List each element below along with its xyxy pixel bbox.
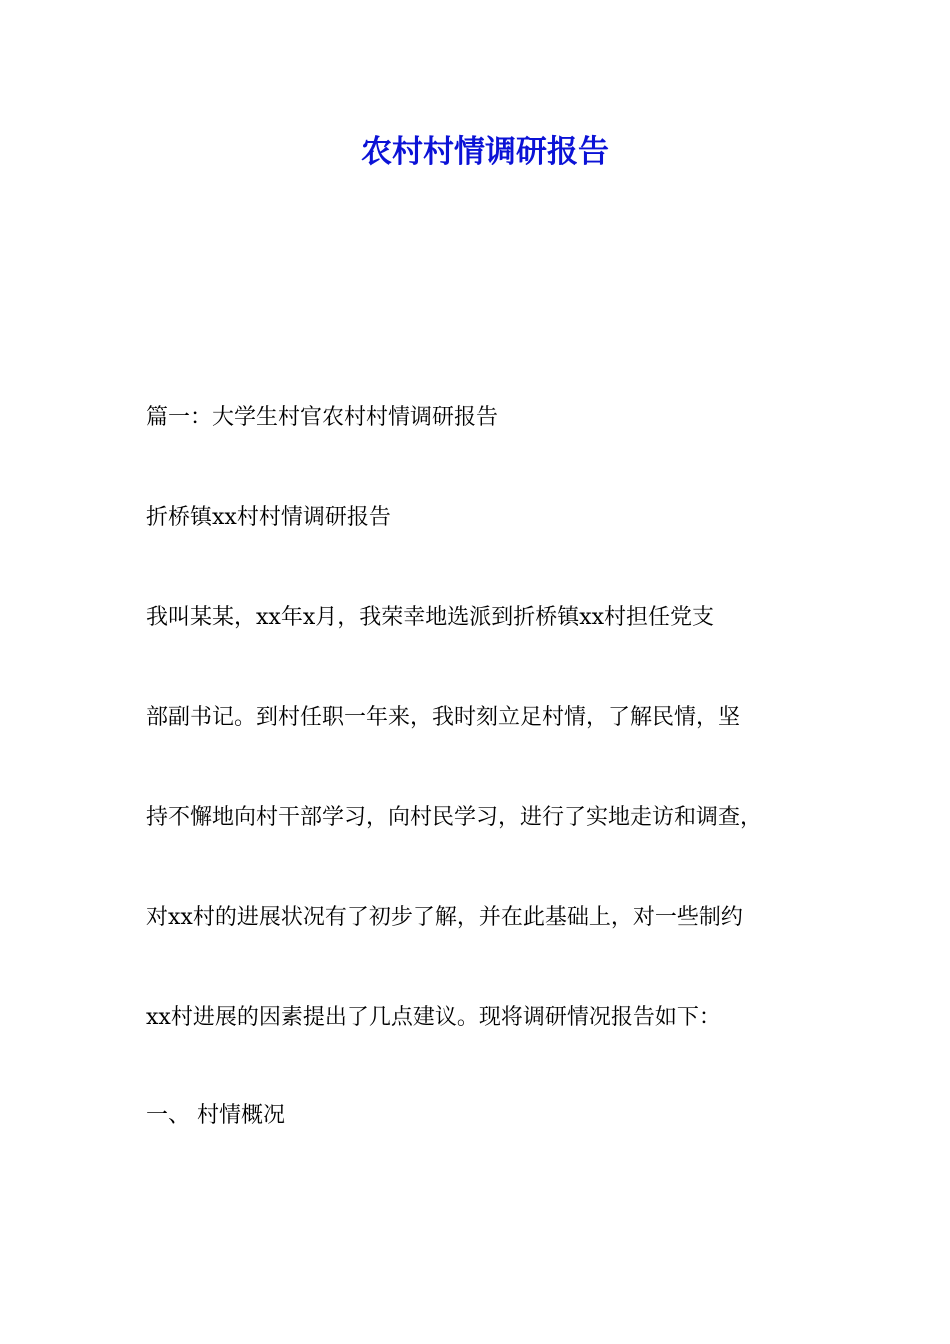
paragraph-line: xx村进展的因素提出了几点建议。现将调研情况报告如下：: [146, 1005, 721, 1030]
section-heading: 篇一：大学生村官农村村情调研报告: [146, 405, 499, 430]
paragraph-line: 对xx村的进展状况有了初步了解，并在此基础上，对一些制约: [146, 905, 743, 930]
document-title: 农村村情调研报告: [361, 134, 609, 170]
paragraph-line: 持不懈地向村干部学习，向村民学习，进行了实地走访和调查，: [146, 805, 763, 830]
paragraph-line: 部副书记。到村任职一年来，我时刻立足村情，了解民情，坚: [146, 705, 741, 730]
subsection-heading: 一、 村情概况: [146, 1103, 285, 1128]
report-subtitle: 折桥镇xx村村情调研报告: [146, 505, 391, 530]
paragraph-line: 我叫某某，xx年x月，我荣幸地选派到折桥镇xx村担任党支: [146, 605, 715, 630]
